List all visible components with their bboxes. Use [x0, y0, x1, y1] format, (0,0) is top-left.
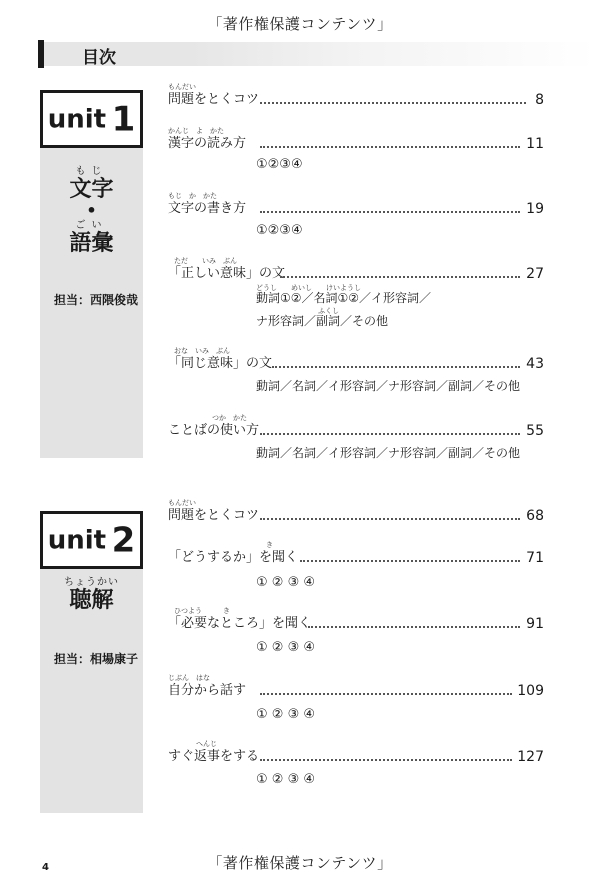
- entry-title: 漢字の読み方: [168, 136, 247, 151]
- subitem-ruby: どうし めいし けいようし: [256, 284, 361, 292]
- unit1-subject-bottom: 語彙: [69, 231, 114, 256]
- entry-page: 91: [526, 616, 544, 632]
- unit1-subject: [40, 166, 143, 256]
- entry-ruby: かんじ よ かた: [168, 127, 224, 135]
- entry-subitems: ナ形容詞／副詞／その他: [256, 314, 389, 328]
- unit1-subject-sep: •: [86, 201, 97, 220]
- entry-title: 「正しい意味」の文: [168, 266, 286, 281]
- entry-page: 127: [517, 749, 544, 765]
- unit2-subject: [40, 577, 143, 613]
- toc-entry[interactable]: [168, 127, 544, 153]
- entry-title: 「同じ意味」の文: [168, 356, 273, 371]
- entry-subitems: 動詞①②／名詞①②／イ形容詞／: [256, 291, 432, 305]
- entry-page: 109: [517, 683, 544, 699]
- entry-ruby: じぶん はな: [168, 674, 210, 682]
- entry-page: 8: [535, 92, 544, 108]
- toc-entry[interactable]: [168, 83, 544, 109]
- entry-subitems: ① ② ③ ④: [256, 575, 316, 590]
- entry-ruby: へんじ: [196, 740, 217, 748]
- entry-ruby: き: [266, 541, 273, 549]
- entry-leader: [260, 759, 512, 761]
- entry-leader: [260, 102, 526, 104]
- toc-entry[interactable]: [168, 414, 544, 440]
- entry-page: 11: [526, 136, 544, 152]
- entry-ruby: つか かた: [212, 414, 247, 422]
- entry-leader: [260, 693, 512, 695]
- toc-entry[interactable]: [168, 347, 544, 373]
- unit1-staff: 担当：西隈俊哉: [54, 293, 139, 307]
- entry-page: 55: [526, 423, 544, 439]
- unit1-panel: [40, 90, 143, 458]
- entry-ruby: もんだい: [168, 83, 196, 91]
- entry-ruby: おな いみ ぶん: [174, 347, 230, 355]
- unit1-subject-top: 文字: [69, 177, 114, 202]
- unit1-label: unit: [47, 104, 107, 135]
- toc-header: [38, 40, 596, 68]
- toc-entry[interactable]: [168, 674, 544, 700]
- unit1-number: 1: [111, 99, 136, 140]
- entry-leader: [308, 626, 520, 628]
- toc-entry[interactable]: [168, 257, 544, 283]
- entry-title: すぐ返事をする: [168, 749, 260, 764]
- unit1-subject-bottom-ruby: ごい: [75, 220, 108, 231]
- unit2-box: [40, 511, 143, 569]
- toc-entry[interactable]: [168, 740, 544, 766]
- entry-page: 27: [526, 266, 544, 282]
- subitem-ruby: ふくし: [318, 307, 339, 315]
- entry-title: 「必要なところ」を聞く: [168, 616, 312, 631]
- entry-page: 43: [526, 356, 544, 372]
- unit1-subject-top-ruby: もじ: [75, 166, 108, 177]
- entry-page: 19: [526, 201, 544, 217]
- entry-title: 自分から話す: [168, 683, 247, 698]
- toc-entry[interactable]: [168, 607, 544, 633]
- entry-subitems: 動詞／名詞／イ形容詞／ナ形容詞／副詞／その他: [256, 379, 521, 393]
- entry-leader: [260, 211, 520, 213]
- page-number: 4: [42, 862, 49, 873]
- entry-leader: [280, 276, 520, 278]
- entry-title: 問題をとくコツ: [168, 508, 260, 523]
- entry-subitems: ① ② ③ ④: [256, 640, 316, 655]
- toc-entry[interactable]: [168, 192, 544, 218]
- entry-leader: [260, 146, 520, 148]
- header-band: [44, 42, 190, 66]
- toc-title: 目次: [82, 48, 116, 68]
- header-band-fade: [190, 42, 596, 66]
- entry-subitems: ① ② ③ ④: [256, 772, 316, 787]
- entry-page: 71: [526, 550, 544, 566]
- entry-subitems: ①②③④: [256, 223, 303, 238]
- entry-subitems: ①②③④: [256, 157, 303, 172]
- entry-leader: [260, 433, 520, 435]
- entry-subitems: ① ② ③ ④: [256, 707, 316, 722]
- entry-title: 文字の書き方: [168, 201, 247, 216]
- unit2-subject: 聴解: [69, 588, 114, 613]
- entry-title: 「どうするか」を聞く: [168, 550, 299, 565]
- entry-ruby: もんだい: [168, 499, 196, 507]
- unit2-number: 2: [111, 520, 136, 561]
- unit2-panel: [40, 511, 143, 813]
- watermark-bottom: 「著作権保護コンテンツ」: [207, 854, 393, 872]
- entry-title: ことばの使い方: [168, 423, 260, 438]
- unit2-label: unit: [47, 525, 107, 556]
- watermark-top: 「著作権保護コンテンツ」: [207, 15, 393, 33]
- unit1-box: [40, 90, 143, 148]
- entry-ruby: ただ いみ ぶん: [174, 257, 237, 265]
- entry-leader: [300, 560, 520, 562]
- unit2-staff: 担当：相場康子: [54, 652, 139, 666]
- toc-entry[interactable]: [168, 499, 544, 525]
- unit2-subject-ruby: ちょうかい: [64, 577, 119, 588]
- entry-ruby: もじ か かた: [168, 192, 217, 200]
- entry-ruby: ひつよう き: [174, 607, 230, 615]
- toc-entry[interactable]: [168, 541, 544, 567]
- entry-leader: [260, 518, 520, 520]
- entry-leader: [272, 366, 520, 368]
- entry-subitems: 動詞／名詞／イ形容詞／ナ形容詞／副詞／その他: [256, 446, 521, 460]
- entry-title: 問題をとくコツ: [168, 92, 260, 107]
- entry-page: 68: [526, 508, 544, 524]
